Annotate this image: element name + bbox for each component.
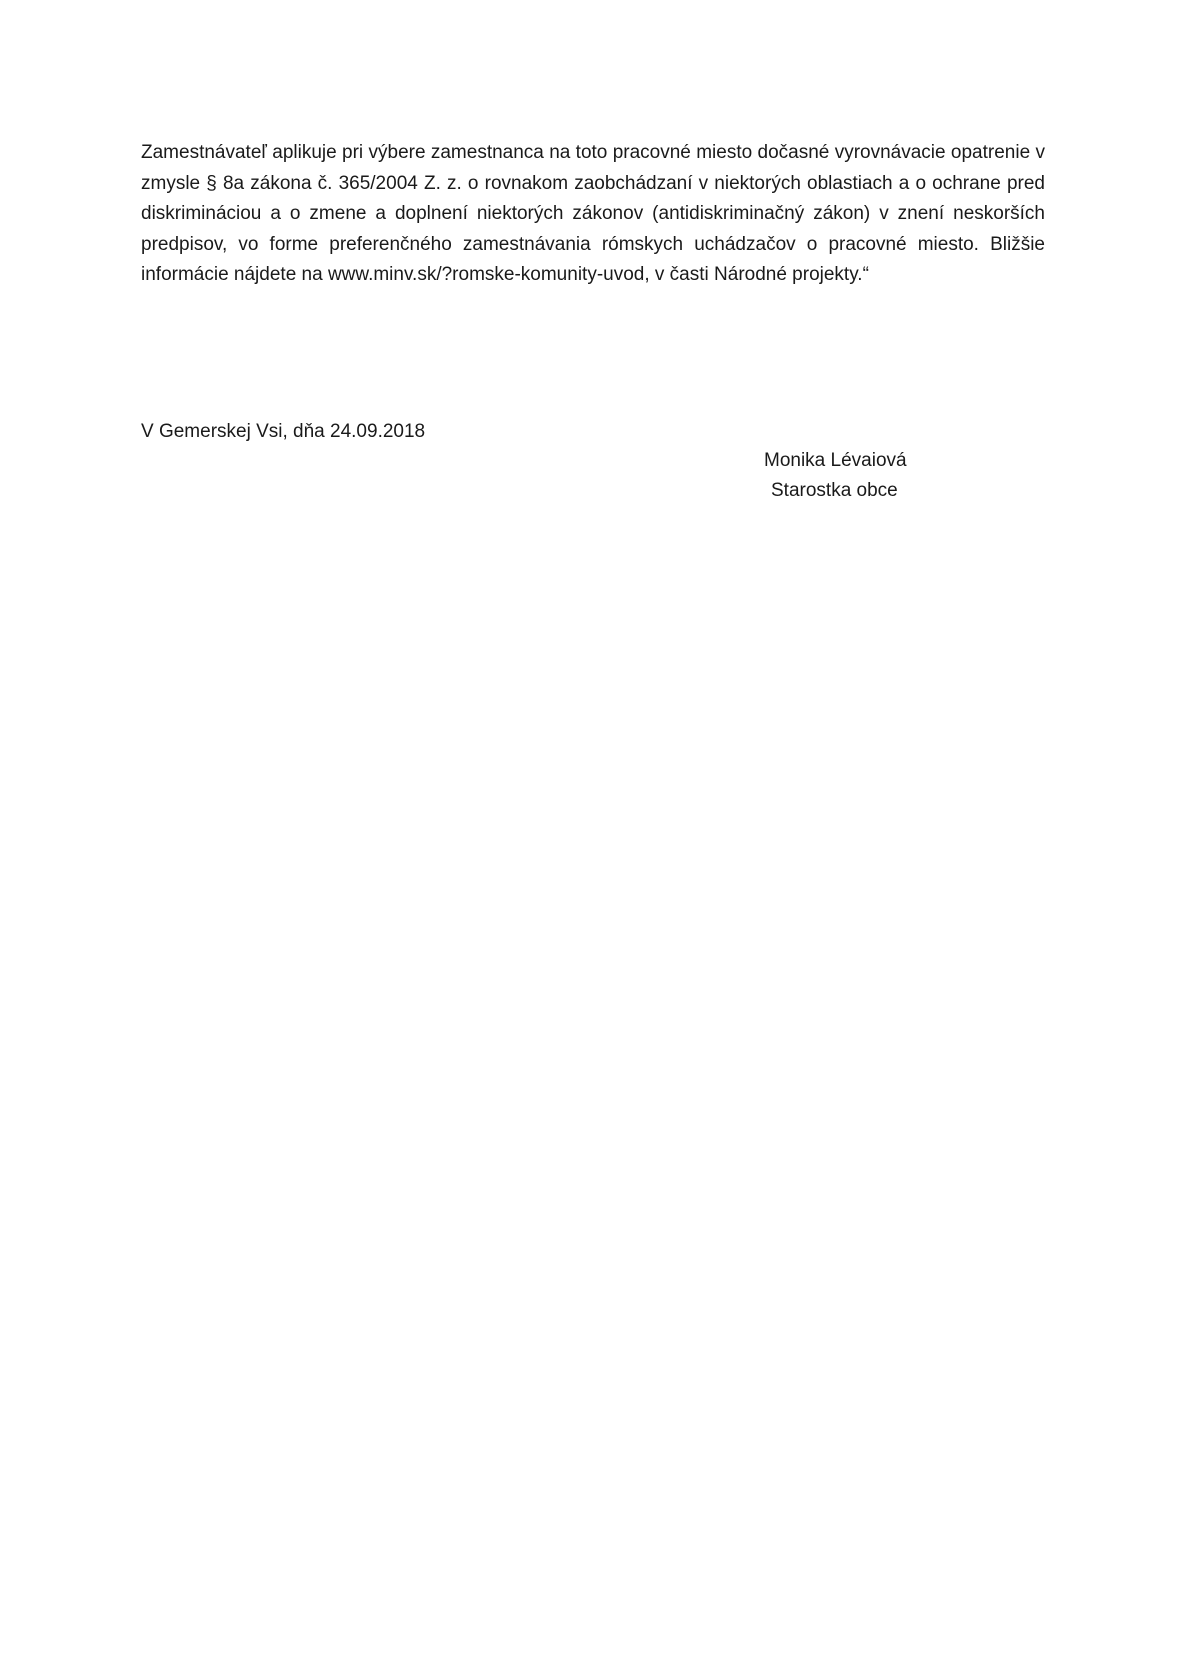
place-and-date: V Gemerskej Vsi, dňa 24.09.2018 [141,421,426,442]
body-paragraph: Zamestnávateľ aplikuje pri výbere zamestnanca na toto pracovné miesto dočasné vyrovnávacie opatrenie v zmysle § 8a zákona č. 365/2004 Z. z. o rovnakom zaobchádzaní v niektorých oblastiach a o ochrane pred diskrimináciou a o zmene a doplnení niektorých zákonov (antidiskriminačný zákon) v znení neskorších predpisov, vo forme preferenčného zamestnávania rómskych uchádzačov o pracovné miesto. Bližšie informácie nájdete na www.minv.sk/?romske-komunity-uvod, v časti Národné projekty.“ [141,142,1045,285]
signatory-name: Monika Lévaiová [764,450,907,471]
signatory-title: Starostka obce [771,480,898,501]
signature-block [764,446,907,506]
